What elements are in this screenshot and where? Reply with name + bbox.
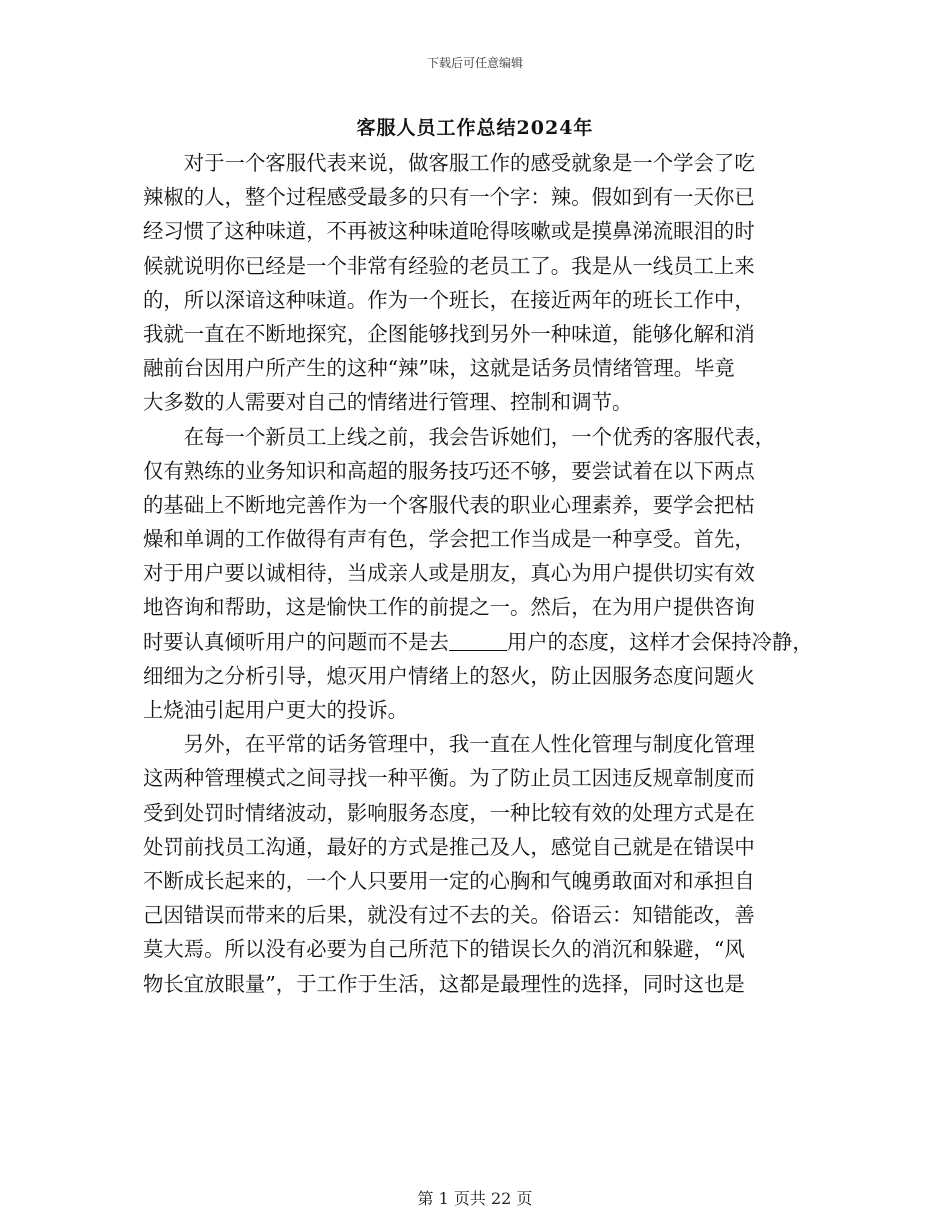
text-line: 物长宜放眼量”，于工作于生活，这都是最理性的选择，同时这也是 [143, 971, 745, 996]
document-body [143, 146, 811, 1001]
text-before-blank: 时要认真倾听用户的问题而不是去 [143, 629, 449, 654]
text-line: 这两种管理模式之间寻找一种平衡。为了防止员工因违反规章制度而 [143, 766, 755, 791]
text-line: 辣椒的人，整个过程感受最多的只有一个字：辣。假如到有一天你已 [143, 185, 755, 210]
text-line: 的，所以深谙这种味道。作为一个班长，在接近两年的班长工作中， [143, 287, 755, 312]
paragraph-2 [143, 420, 811, 728]
text-line: 不断成长起来的，一个人只要用一定的心胸和气魄勇敢面对和承担自 [143, 868, 755, 893]
page-number: 第 1 页共 22 页 [417, 1189, 533, 1208]
text-line: 候就说明你已经是一个非常有经验的老员工了。我是从一线员工上来 [143, 253, 755, 278]
text-line: 另外，在平常的话务管理中，我一直在人性化管理与制度化管理 [143, 732, 755, 757]
text-line: 地咨询和帮助，这是愉快工作的前提之一。然后，在为用户提供咨询 [143, 595, 755, 620]
text-line: 对于用户要以诚相待，当成亲人或是朋友，真心为用户提供切实有效 [143, 561, 755, 586]
text-line: 受到处罚时情绪波动，影响服务态度，一种比较有效的处理方式是在 [143, 800, 755, 825]
text-line: 大多数的人需要对自己的情绪进行管理、控制和调节。 [143, 390, 633, 415]
text-line: 上烧油引起用户更大的投诉。 [143, 698, 409, 722]
text-line-with-blank [143, 625, 811, 659]
text-line: 处罚前找员工沟通，最好的方式是推己及人，感觉自己就是在错误中 [143, 834, 755, 859]
header-note: 下载后可任意编辑 [426, 56, 523, 70]
text-line: 燥和单调的工作做得有声有色，学会把工作当成是一种享受。首先， [143, 527, 755, 552]
paragraph-3 [143, 727, 811, 1001]
text-line: 融前台因用户所产生的这种“辣”味，这就是话务员情绪管理。毕竟 [143, 356, 735, 381]
fill-in-blank [449, 630, 507, 651]
text-line: 莫大焉。所以没有必要为自己所范下的错误长久的消沉和躲避，“风 [143, 937, 745, 962]
text-line: 在每一个新员工上线之前，我会告诉她们，一个优秀的客服代表， [143, 424, 776, 449]
text-line: 仅有熟练的业务知识和高超的服务技巧还不够，要尝试着在以下两点 [143, 458, 755, 483]
text-line: 我就一直在不断地探究，企图能够找到另外一种味道，能够化解和消 [143, 321, 755, 346]
text-line: 己因错误而带来的后果，就没有过不去的关。俗语云：知错能改，善 [143, 903, 755, 928]
text-line: 对于一个客服代表来说，做客服工作的感受就象是一个学会了吃 [143, 151, 755, 175]
text-line: 的基础上不断地完善作为一个客服代表的职业心理素养，要学会把枯 [143, 492, 755, 517]
text-line: 经习惯了这种味道，不再被这种味道呛得咳嗽或是摸鼻涕流眼泪的时 [143, 219, 755, 244]
paragraph-1 [143, 146, 811, 420]
document-title: 客服人员工作总结2024年 [356, 117, 594, 139]
text-after-blank: 用户的态度，这样才会保持冷静， [506, 629, 813, 654]
text-line: 细细为之分析引导，熄灭用户情绪上的怒火，防止因服务态度问题火 [143, 663, 755, 688]
